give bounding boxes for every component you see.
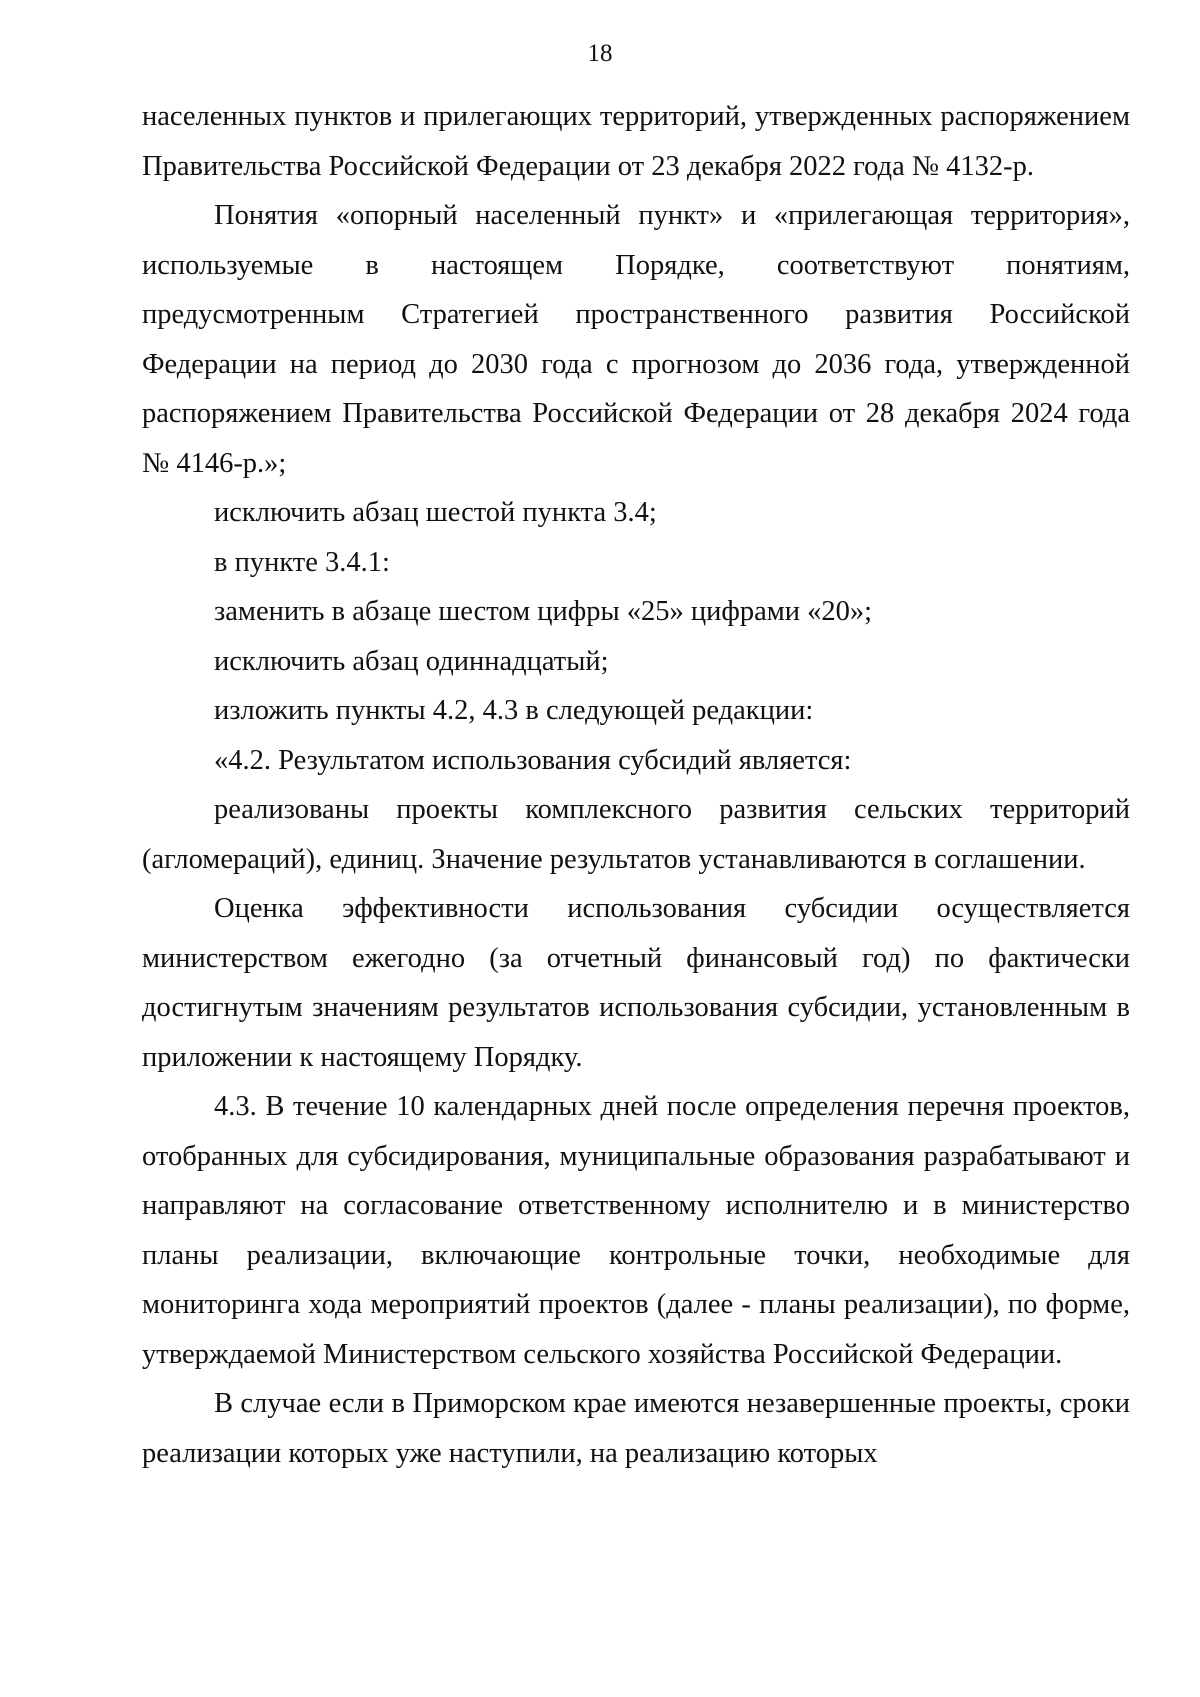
paragraph-exclude-eleventh: исключить абзац одиннадцатый;: [214, 645, 609, 677]
paragraph-unfinished-projects: В случае если в Приморском крае имеются незавершенные проекты, сроки реализации которых уже наступили, на реализацию которых: [142, 1388, 1130, 1469]
paragraph-settlements-continuation: населенных пунктов и прилегающих территорий, утвержденных распоряжением Правительства Российской Федерации от 23 декабря 2022 года № 4132-р.: [142, 101, 1130, 182]
paragraph-point-3-4-1: в пункте 3.4.1:: [214, 546, 390, 578]
page-number: 18: [587, 40, 613, 67]
paragraph-projects-result: реализованы проекты комплексного развития сельских территорий (агломераций), единиц. Значение результатов устанавливаются в соглашении.: [142, 794, 1130, 875]
paragraph-4-2-heading: «4.2. Результатом использования субсидий является:: [214, 744, 852, 776]
paragraph-definitions: Понятия «опорный населенный пункт» и «прилегающая территория», используемые в настоящем Порядке, соответствуют понятиям, предусмотренным Стратегией пространственного развития Российской Федерации на период до 2030 года с прогнозом до 2036 года, утвержденной распоряжением Правительства Российской Федерации от 28 декабря 2024 года № 4146-р.»;: [142, 200, 1130, 479]
paragraph-restate-4-2-4-3: изложить пункты 4.2, 4.3 в следующей редакции:: [214, 695, 814, 726]
paragraph-4-3: 4.3. В течение 10 календарных дней после определения перечня проектов, отобранных для субсидирования, муниципальные образования разрабатывают и направляют на согласование ответственному исполнителю и в министерство планы реализации, включающие контрольные точки, необходимые для мониторинга хода мероприятий проектов (далее - планы реализации), по форме, утверждаемой Министерством сельского хозяйства Российской Федерации.: [142, 1091, 1130, 1370]
paragraph-exclude-3-4: исключить абзац шестой пункта 3.4;: [214, 497, 657, 528]
document-body: [142, 92, 1130, 1478]
paragraph-replace-figures: заменить в абзаце шестом цифры «25» цифрами «20»;: [214, 596, 873, 627]
paragraph-efficiency-assessment: Оценка эффективности использования субсидии осуществляется министерством ежегодно (за отчетный финансовый год) по фактически достигнутым значениям результатов использования субсидии, установленным в приложении к настоящему Порядку.: [142, 893, 1130, 1073]
